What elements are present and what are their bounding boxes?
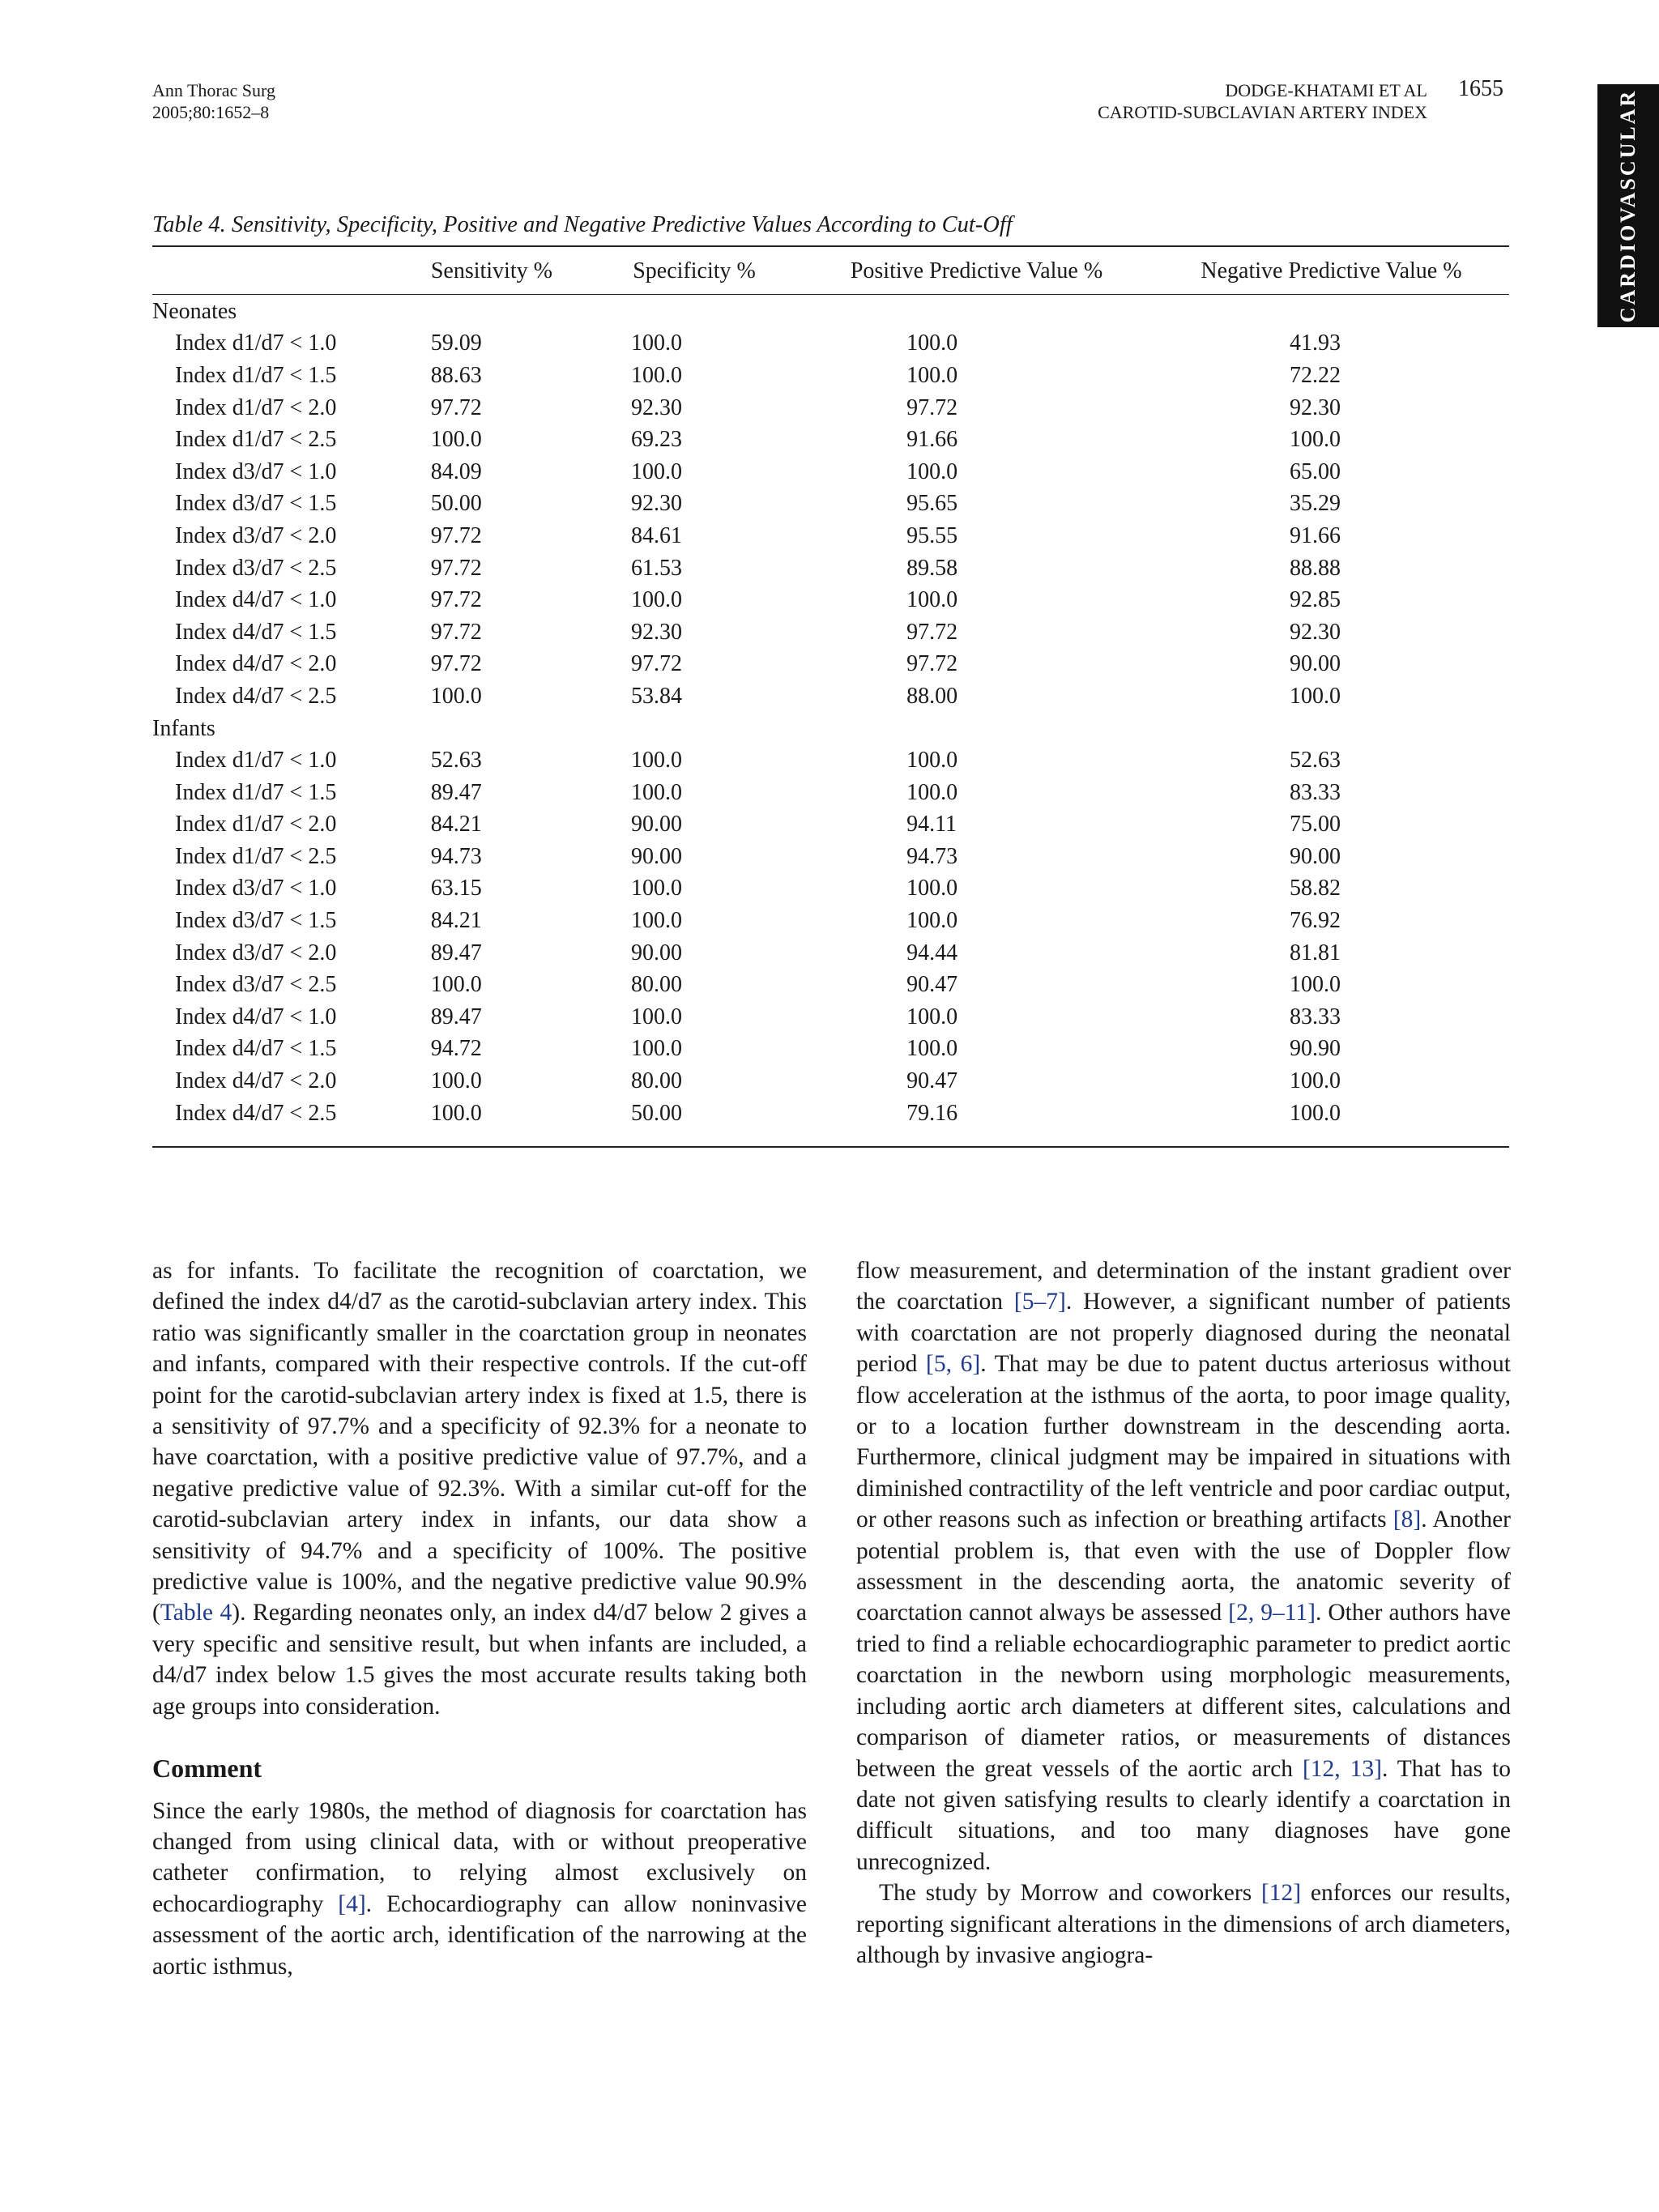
row-label: Index d3/d7 < 2.0 <box>175 940 337 965</box>
text-run: . Other authors have tried to find a reliable echocardiographic parameter to predict aortic coarctation in the newborn using morphologic measurements, including aortic arch diameters at different sites, calculations and comparison of diameter ratios, or measurements of distances between the great vessels of the aortic arch <box>856 1600 1511 1782</box>
reference-link-8[interactable]: [8] <box>1392 1507 1422 1533</box>
ppv-cell: 100.0 <box>906 748 958 774</box>
table-row <box>152 1065 1509 1097</box>
npv-cell: 88.88 <box>1289 555 1341 581</box>
sensitivity-cell: 94.73 <box>430 843 482 869</box>
table-row <box>152 905 1509 937</box>
ppv-cell: 94.11 <box>906 812 957 837</box>
row-label: Index d4/d7 < 2.0 <box>175 651 337 677</box>
sensitivity-cell: 100.0 <box>430 683 482 709</box>
npv-cell: 100.0 <box>1289 1100 1341 1126</box>
ppv-cell: 100.0 <box>906 1036 958 1062</box>
authors: DODGE-KHATAMI ET AL <box>1225 80 1427 100</box>
ppv-cell: 100.0 <box>906 330 958 356</box>
row-label: Index d4/d7 < 1.0 <box>175 587 337 613</box>
specificity-cell: 100.0 <box>631 330 682 356</box>
journal-citation: 2005;80:1652–8 <box>152 102 270 122</box>
results-table <box>152 247 1509 1129</box>
row-label: Index d3/d7 < 1.5 <box>175 908 337 934</box>
row-label: Index d1/d7 < 1.0 <box>175 748 337 774</box>
specificity-cell: 100.0 <box>631 779 682 805</box>
table-row <box>152 520 1509 552</box>
group-label-neonates: Neonates <box>152 298 237 324</box>
row-label: Index d3/d7 < 1.5 <box>175 491 337 517</box>
specificity-cell: 50.00 <box>631 1100 682 1126</box>
ppv-cell: 91.66 <box>906 427 958 453</box>
ppv-cell: 88.00 <box>906 683 958 709</box>
row-label: Index d3/d7 < 1.0 <box>175 876 337 901</box>
ppv-cell: 90.47 <box>906 972 958 998</box>
text-column-left <box>152 1255 807 1982</box>
npv-cell: 35.29 <box>1289 491 1341 517</box>
specificity-cell: 53.84 <box>631 683 682 709</box>
text-run: flow measurement, and determination of the instant gradient over the coarctation <box>856 1258 1511 1315</box>
npv-cell: 92.30 <box>1289 619 1341 645</box>
text-run: ). Regarding neonates only, an index d4/d7 below 2 gives a very specific and sensitive result, but when infants are included, a d4/d7 index below 1.5 gives the most accurate results taking both age groups into consideration. <box>152 1600 807 1720</box>
ppv-cell: 95.65 <box>906 491 958 517</box>
sensitivity-cell: 97.72 <box>430 619 482 645</box>
npv-cell: 41.93 <box>1289 330 1341 356</box>
specificity-cell: 90.00 <box>631 940 682 965</box>
specificity-cell: 100.0 <box>631 587 682 613</box>
text-column-right <box>856 1255 1511 1971</box>
sensitivity-cell: 97.72 <box>430 651 482 677</box>
npv-cell: 90.00 <box>1289 651 1341 677</box>
sensitivity-cell: 84.09 <box>430 458 482 484</box>
row-label: Index d3/d7 < 2.5 <box>175 972 337 998</box>
journal-name: Ann Thorac Surg <box>152 80 275 100</box>
table-row <box>152 328 1509 360</box>
sensitivity-cell: 97.72 <box>430 587 482 613</box>
specificity-cell: 100.0 <box>631 748 682 774</box>
sensitivity-cell: 100.0 <box>430 427 482 453</box>
row-label: Index d4/d7 < 1.5 <box>175 619 337 645</box>
specificity-cell: 92.30 <box>631 394 682 420</box>
reference-link-2-9-11[interactable]: [2, 9–11] <box>1228 1600 1316 1626</box>
sensitivity-cell: 50.00 <box>430 491 482 517</box>
sensitivity-cell: 63.15 <box>430 876 482 901</box>
npv-cell: 65.00 <box>1289 458 1341 484</box>
specificity-cell: 92.30 <box>631 619 682 645</box>
reference-link-12[interactable]: [12] <box>1260 1880 1302 1907</box>
text-run: . That may be due to patent ductus arteriosus without flow acceleration at the isthmus of the aorta, to poor image quality, or to a location further downstream in the descending aorta. Furthermore, clinical judgment may be impaired in situations with diminished contractility of the left ventricle and poor cardiac output, or other reasons such as infection or breathing artifacts <box>856 1351 1511 1533</box>
specificity-cell: 100.0 <box>631 1036 682 1062</box>
table-row <box>152 873 1509 906</box>
text-run: . Echocardiography can allow noninvasive assessment of the aortic arch, identification of the narrowing at the aortic isthmus, <box>152 1890 808 1980</box>
npv-cell: 83.33 <box>1289 779 1341 805</box>
specificity-cell: 100.0 <box>631 1004 682 1029</box>
group-row-neonates <box>152 296 1509 328</box>
ppv-cell: 100.0 <box>906 908 958 934</box>
row-label: Index d1/d7 < 1.0 <box>175 330 337 356</box>
table-row <box>152 424 1509 456</box>
running-header-left <box>152 79 275 123</box>
specificity-cell: 84.61 <box>631 522 682 548</box>
table-body <box>152 296 1509 1129</box>
paragraph-comment-2 <box>856 1255 1511 1877</box>
npv-cell: 100.0 <box>1289 683 1341 709</box>
npv-cell: 90.90 <box>1289 1036 1341 1062</box>
table-row <box>152 552 1509 585</box>
table-header-row <box>152 247 1509 296</box>
text-run: Since the early 1980s, the method of diagnosis for coarctation has changed from using clinical data, with or without preoperative catheter confirmation, to relying almost exclusively on echocardiography <box>152 1797 807 1917</box>
sensitivity-cell: 89.47 <box>430 940 482 965</box>
table-bottom-rule <box>152 1146 1509 1148</box>
section-heading-comment: Comment <box>152 1754 262 1784</box>
specificity-cell: 100.0 <box>631 908 682 934</box>
table-row <box>152 680 1509 713</box>
text-run: . However, a significant number of patients with coarctation are not properly diagnosed during the neonatal period <box>856 1289 1512 1378</box>
sensitivity-cell: 97.72 <box>430 394 482 420</box>
row-label: Index d3/d7 < 2.5 <box>175 555 337 581</box>
reference-link-5-6[interactable]: [5, 6] <box>926 1351 981 1378</box>
column-header-sensitivity: Sensitivity % <box>430 258 552 283</box>
ppv-cell: 94.73 <box>906 843 958 869</box>
sensitivity-cell: 97.72 <box>430 555 482 581</box>
row-label: Index d4/d7 < 2.5 <box>175 683 337 709</box>
column-header-ppv: Positive Predictive Value % <box>850 258 1103 283</box>
reference-link-5-7[interactable]: [5–7] <box>1013 1289 1066 1315</box>
paragraph-comment-1 <box>152 1796 807 1982</box>
table-row <box>152 360 1509 392</box>
table-row <box>152 937 1509 970</box>
ppv-cell: 100.0 <box>906 779 958 805</box>
column-header-specificity: Specificity % <box>633 258 756 283</box>
specificity-cell: 100.0 <box>631 362 682 388</box>
sensitivity-cell: 84.21 <box>430 812 482 837</box>
row-label: Index d3/d7 < 2.0 <box>175 522 337 548</box>
table-row <box>152 649 1509 681</box>
column-header-npv: Negative Predictive Value % <box>1201 258 1462 283</box>
npv-cell: 72.22 <box>1289 362 1341 388</box>
table-row <box>152 616 1509 649</box>
table-row <box>152 392 1509 424</box>
table-row <box>152 1001 1509 1034</box>
sensitivity-cell: 52.63 <box>430 748 482 774</box>
specificity-cell: 69.23 <box>631 427 682 453</box>
specificity-cell: 80.00 <box>631 1068 682 1094</box>
npv-cell: 92.30 <box>1289 394 1341 420</box>
specificity-cell: 100.0 <box>631 876 682 901</box>
sensitivity-cell: 94.72 <box>430 1036 482 1062</box>
text-run: . Another potential problem is, that even with the use of Doppler flow assessment in the descending aorta, the anatomic severity of coarctation cannot always be assessed <box>856 1507 1511 1626</box>
npv-cell: 58.82 <box>1289 876 1341 901</box>
npv-cell: 91.66 <box>1289 522 1341 548</box>
ppv-cell: 94.44 <box>906 940 958 965</box>
specificity-cell: 92.30 <box>631 491 682 517</box>
npv-cell: 83.33 <box>1289 1004 1341 1029</box>
text-run: . That has to date not given satisfying results to clearly identify a coarctation in difficult situations, and too many diagnoses have gone unrecognized. <box>856 1755 1511 1875</box>
table-4-link[interactable]: Table 4 <box>160 1600 232 1626</box>
specificity-cell: 100.0 <box>631 458 682 484</box>
column-header-index <box>152 247 394 296</box>
ppv-cell: 97.72 <box>906 394 958 420</box>
row-label: Index d1/d7 < 2.0 <box>175 812 337 837</box>
table-row <box>152 488 1509 521</box>
npv-cell: 100.0 <box>1289 972 1341 998</box>
table-row <box>152 809 1509 842</box>
npv-cell: 100.0 <box>1289 1068 1341 1094</box>
npv-cell: 52.63 <box>1289 748 1341 774</box>
ppv-cell: 97.72 <box>906 619 958 645</box>
ppv-cell: 100.0 <box>906 587 958 613</box>
sensitivity-cell: 100.0 <box>430 1068 482 1094</box>
table-row <box>152 841 1509 873</box>
paragraph-comment-3 <box>856 1877 1511 1971</box>
sensitivity-cell: 88.63 <box>430 362 482 388</box>
paragraph-results-summary <box>152 1255 807 1722</box>
row-label: Index d1/d7 < 2.0 <box>175 394 337 420</box>
section-tab-label: CARDIOVASCULAR <box>1616 88 1640 323</box>
sensitivity-cell: 97.72 <box>430 522 482 548</box>
ppv-cell: 100.0 <box>906 458 958 484</box>
specificity-cell: 61.53 <box>631 555 682 581</box>
row-label: Index d1/d7 < 2.5 <box>175 843 337 869</box>
sensitivity-cell: 89.47 <box>430 779 482 805</box>
npv-cell: 90.00 <box>1289 843 1341 869</box>
npv-cell: 75.00 <box>1289 812 1341 837</box>
text-run: The study by Morrow and coworkers <box>879 1880 1261 1907</box>
ppv-cell: 89.58 <box>906 555 958 581</box>
table-row <box>152 584 1509 616</box>
row-label: Index d3/d7 < 1.0 <box>175 458 337 484</box>
row-label: Index d1/d7 < 1.5 <box>175 362 337 388</box>
ppv-cell: 97.72 <box>906 651 958 677</box>
ppv-cell: 100.0 <box>906 876 958 901</box>
ppv-cell: 100.0 <box>906 362 958 388</box>
row-label: Index d4/d7 < 1.5 <box>175 1036 337 1062</box>
specificity-cell: 97.72 <box>631 651 682 677</box>
row-label: Index d4/d7 < 1.0 <box>175 1004 337 1029</box>
table-row <box>152 969 1509 1001</box>
row-label: Index d1/d7 < 2.5 <box>175 427 337 453</box>
sensitivity-cell: 89.47 <box>430 1004 482 1029</box>
group-row-infants <box>152 713 1509 745</box>
page-number: 1655 <box>1458 76 1503 101</box>
npv-cell: 81.81 <box>1289 940 1341 965</box>
table-caption: Table 4. Sensitivity, Specificity, Positive and Negative Predictive Values According to Cut-Off <box>152 212 1013 237</box>
row-label: Index d4/d7 < 2.0 <box>175 1068 337 1094</box>
text-run: enforces our results, reporting significant alterations in the dimensions of arch diameters, although by invasive angiogra- <box>856 1880 1511 1968</box>
section-tab <box>1597 84 1659 327</box>
table-row <box>152 744 1509 777</box>
table-row <box>152 777 1509 809</box>
ppv-cell: 79.16 <box>906 1100 958 1126</box>
reference-link-4[interactable]: [4] <box>338 1890 366 1917</box>
text-run: as for infants. To facilitate the recognition of coarctation, we defined the index d4/d7 as the carotid-subclavian artery index. This ratio was significantly smaller in the coarctation group in neonates and infants, compared with their respective controls. If the cut-off point for the carotid-subclavian artery index is fixed at 1.5, there is a sensitivity of 97.7% and a specificity of 92.3% for a neonate to have coarctation, with a positive predictive value of 97.7%, and a negative predictive value of 92.3%. With a similar cut-off for the carotid-subclavian artery index in infants, our data show a sensitivity of 94.7% and a specificity of 100%. The positive predictive value is 100%, and the negative predictive value 90.9% ( <box>152 1258 807 1626</box>
sensitivity-cell: 100.0 <box>430 1100 482 1126</box>
sensitivity-cell: 100.0 <box>430 972 482 998</box>
npv-cell: 92.85 <box>1289 587 1341 613</box>
ppv-cell: 95.55 <box>906 522 958 548</box>
specificity-cell: 90.00 <box>631 843 682 869</box>
reference-link-12-13[interactable]: [12, 13] <box>1302 1755 1382 1782</box>
table-row <box>152 1097 1509 1130</box>
specificity-cell: 80.00 <box>631 972 682 998</box>
row-label: Index d4/d7 < 2.5 <box>175 1100 337 1126</box>
sensitivity-cell: 84.21 <box>430 908 482 934</box>
npv-cell: 100.0 <box>1289 427 1341 453</box>
row-label: Index d1/d7 < 1.5 <box>175 779 337 805</box>
running-title: CAROTID-SUBCLAVIAN ARTERY INDEX <box>1098 102 1427 122</box>
specificity-cell: 90.00 <box>631 812 682 837</box>
running-header-right <box>1098 79 1427 123</box>
sensitivity-cell: 59.09 <box>430 330 482 356</box>
ppv-cell: 90.47 <box>906 1068 958 1094</box>
table-row <box>152 1034 1509 1066</box>
group-label-infants: Infants <box>152 715 215 741</box>
npv-cell: 76.92 <box>1289 908 1341 934</box>
ppv-cell: 100.0 <box>906 1004 958 1029</box>
table-row <box>152 456 1509 488</box>
